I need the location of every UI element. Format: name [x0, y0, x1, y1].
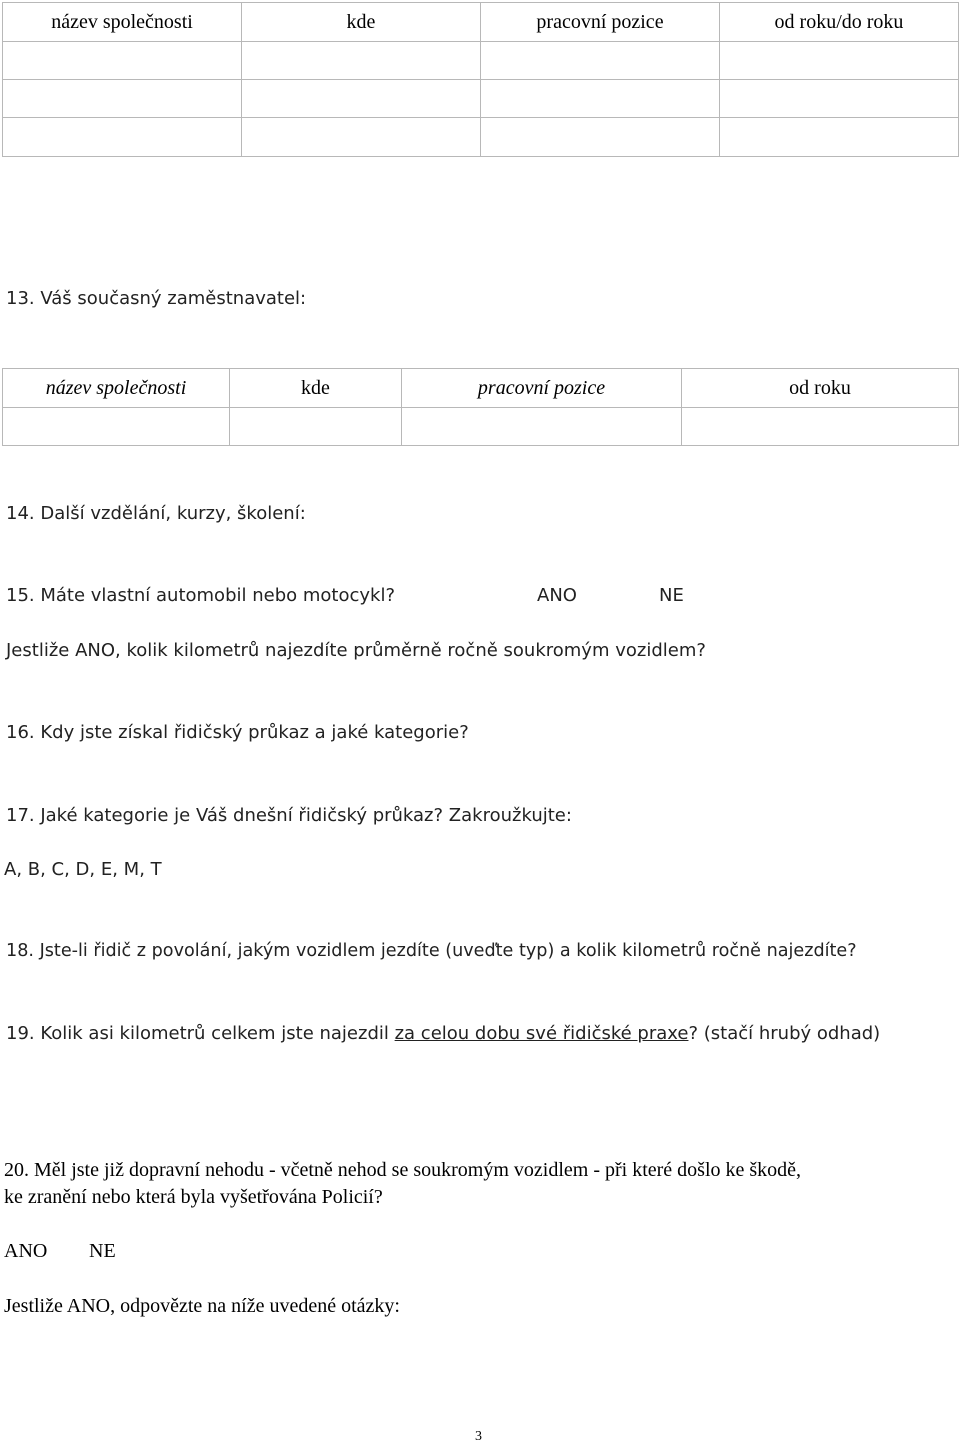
table-cell[interactable] [230, 408, 402, 446]
question-14-label: 14. Další vzdělání, kurzy, školení: [6, 503, 306, 524]
table-cell[interactable] [3, 42, 242, 80]
table-cell[interactable] [402, 408, 682, 446]
header-company-name: název společnosti [3, 369, 230, 408]
employment-history-table [2, 2, 959, 157]
table-cell[interactable] [720, 118, 959, 157]
table-row [3, 408, 959, 446]
header-from-year: od roku [682, 369, 959, 408]
header-position: pracovní pozice [481, 3, 720, 42]
question-20-followup: Jestliže ANO, odpovězte na níže uvedené otázky: [4, 1295, 400, 1317]
table-cell[interactable] [481, 80, 720, 118]
table-cell[interactable] [242, 80, 481, 118]
question-15-ne-option[interactable]: NE [659, 585, 684, 606]
table-cell[interactable] [720, 42, 959, 80]
header-position: pracovní pozice [402, 369, 682, 408]
question-20-ano-option[interactable]: ANO [4, 1240, 48, 1262]
question-16-label: 16. Kdy jste získal řidičský průkaz a jaké kategorie? [6, 722, 469, 743]
header-company-name: název společnosti [3, 3, 242, 42]
license-categories[interactable]: A, B, C, D, E, M, T [4, 859, 162, 880]
question-19-underlined: za celou dobu své řidičské praxe [394, 1023, 689, 1044]
table-cell[interactable] [3, 118, 242, 157]
question-20-line-1: 20. Měl jste již dopravní nehodu - včetně nehod se soukromým vozidlem - při které došlo ke škodě, [4, 1159, 802, 1181]
table-row [3, 42, 959, 80]
header-from-to-year: od roku/do roku [720, 3, 959, 42]
table-cell[interactable] [242, 118, 481, 157]
question-18-label: 18. Jste-li řidič z povolání, jakým vozidlem jezdíte (uveďte typ) a kolik kilometrů ročně najezdíte? [6, 941, 857, 961]
question-15-followup: Jestliže ANO, kolik kilometrů najezdíte průměrně ročně soukromým vozidlem? [6, 640, 706, 661]
table-cell[interactable] [682, 408, 959, 446]
question-13-label: 13. Váš současný zaměstnavatel: [6, 288, 307, 309]
question-17-label: 17. Jaké kategorie je Váš dnešní řidičský průkaz? Zakroužkujte: [6, 805, 572, 826]
question-20-ne-option[interactable]: NE [89, 1240, 116, 1262]
table-header-row [3, 3, 959, 42]
table-cell[interactable] [481, 118, 720, 157]
table-cell[interactable] [720, 80, 959, 118]
table-row [3, 118, 959, 157]
page-number: 3 [475, 1429, 482, 1444]
question-19-label [6, 1023, 880, 1044]
header-location: kde [242, 3, 481, 42]
table-cell[interactable] [481, 42, 720, 80]
table-row [3, 80, 959, 118]
table-header-row [3, 369, 959, 408]
table-cell[interactable] [3, 408, 230, 446]
question-15-label: 15. Máte vlastní automobil nebo motocykl? [6, 585, 396, 606]
table-cell[interactable] [242, 42, 481, 80]
current-employer-table [2, 368, 959, 446]
table-cell[interactable] [3, 80, 242, 118]
question-15-ano-option[interactable]: ANO [537, 585, 577, 606]
question-19-prefix: 19. Kolik asi kilometrů celkem jste najezdil [6, 1023, 395, 1044]
question-20-line-2: ke zranění nebo která byla vyšetřována Policií? [4, 1186, 383, 1208]
header-location: kde [230, 369, 402, 408]
question-19-suffix: ? (stačí hrubý odhad) [688, 1023, 881, 1044]
